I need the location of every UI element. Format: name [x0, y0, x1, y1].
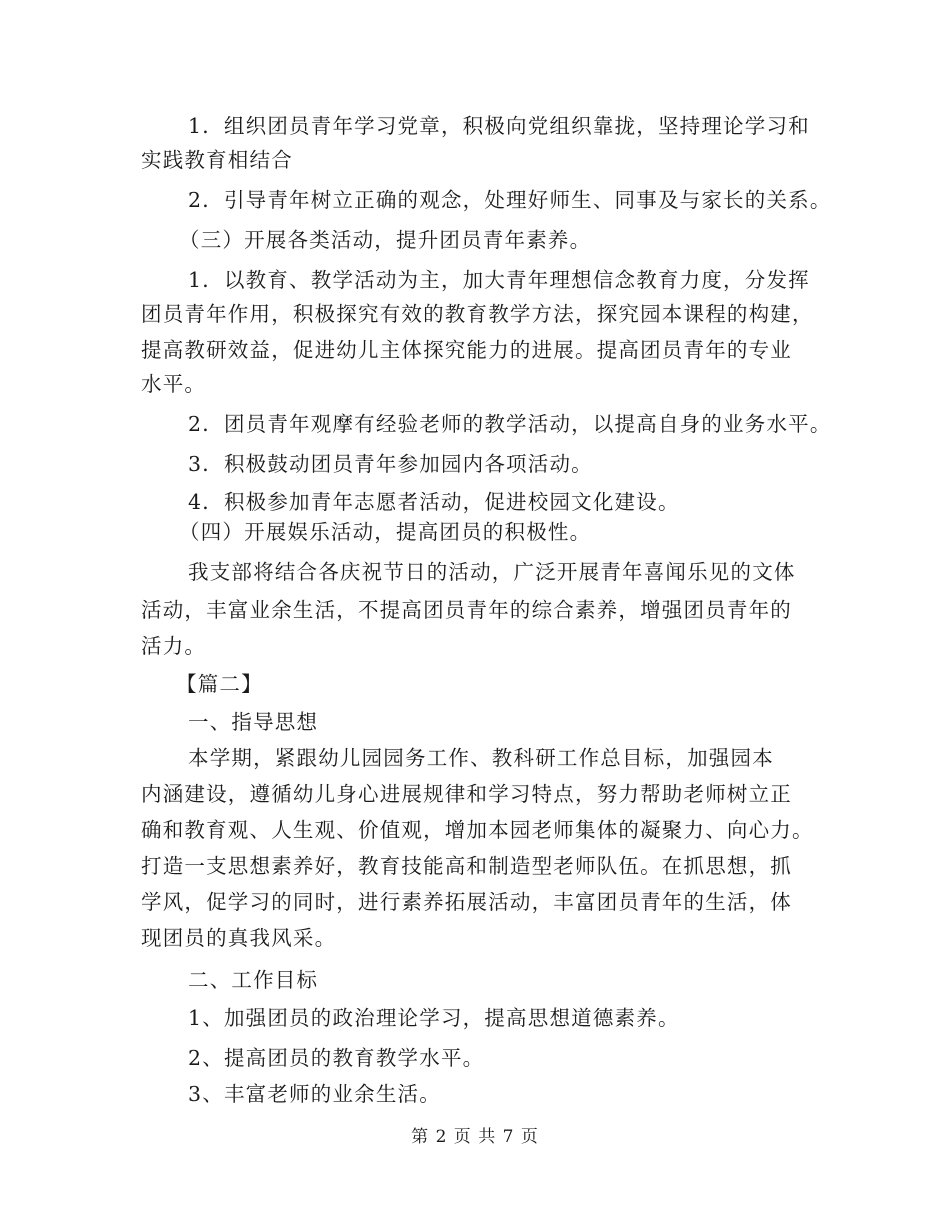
text-line: 团员青年作用，积极探究有效的教育教学方法，探究园本课程的构建， [141, 302, 814, 326]
text-line: 4．积极参加青年志愿者活动，促进校园文化建设。 [188, 490, 680, 514]
text-line: 2．团员青年观摩有经验老师的教学活动，以提高自身的业务水平。 [188, 412, 832, 436]
text-line: 我支部将结合各庆祝节日的活动，广泛开展青年喜闻乐见的文体 [188, 560, 796, 584]
text-line: 本学期，紧跟幼儿园园务工作、教科研工作总目标，加强园本 [188, 746, 774, 770]
text-line: （三）开展各类活动，提升团员青年素养。 [179, 228, 592, 252]
text-line: 2．引导青年树立正确的观念，处理好师生、同事及与家长的关系。 [188, 188, 832, 212]
text-line: 3、丰富老师的业余生活。 [188, 1082, 441, 1106]
page-number-footer: 第 2 页 共 7 页 [411, 1127, 539, 1147]
text-line: 1、加强团员的政治理论学习，提高思想道德素养。 [188, 1006, 680, 1030]
text-line: 打造一支思想素养好，教育技能高和制造型老师队伍。在抓思想，抓 [141, 854, 792, 878]
text-line: 1．组织团员青年学习党章，积极向党组织靠拢，坚持理论学习和 [188, 114, 810, 138]
text-line: 确和教育观、人生观、价值观，增加本园老师集体的凝聚力、向心力。 [141, 818, 814, 842]
text-line: 实践教育相结合 [141, 148, 293, 172]
text-line: 3．积极鼓动团员青年参加园内各项活动。 [188, 452, 593, 476]
text-line: 2、提高团员的教育教学水平。 [188, 1046, 485, 1070]
text-line: 活动，丰富业余生活，不提高团员青年的综合素养，增强团员青年的 [141, 598, 792, 622]
text-line: 学风，促学习的同时，进行素养拓展活动，丰富团员青年的生活，体 [141, 890, 792, 914]
text-line: 水平。 [141, 372, 207, 396]
text-line: 内涵建设，遵循幼儿身心进展规律和学习特点，努力帮助老师树立正 [141, 782, 792, 806]
text-line: 提高教研效益，促进幼儿主体探究能力的进展。提高团员青年的专业 [141, 338, 792, 362]
section-heading: 一、指导思想 [188, 710, 319, 734]
text-line: 1．以教育、教学活动为主，加大青年理想信念教育力度，分发挥 [188, 268, 810, 292]
text-line: （四）开展娱乐活动，提高团员的积极性。 [179, 520, 592, 544]
text-line: 现团员的真我风采。 [141, 926, 337, 950]
section-heading: 【篇二】 [176, 672, 263, 696]
text-line: 活力。 [141, 634, 207, 658]
section-heading: 二、工作目标 [188, 968, 319, 992]
